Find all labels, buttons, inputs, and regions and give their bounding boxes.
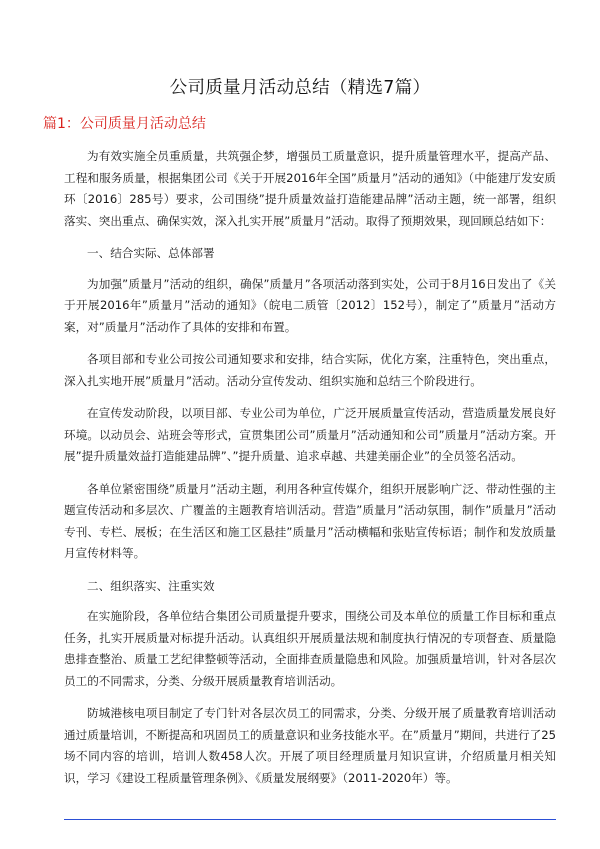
- body-paragraph: 在宣传发动阶段，以项目部、专业公司为单位，广泛开展质量宣传活动，营造质量发展良好环境。以动员会、站班会等形式，宣贯集团公司”质量月”活动通知和公司”质量月”活动方案。开展”提升质量效益打造能建品牌”、”提升质量、追求卓越、共建美丽企业”的全员签名活动。: [64, 406, 556, 463]
- body-paragraph: 各项目部和专业公司按公司通知要求和安排，结合实际，优化方案，注重特色，突出重点，深入扎实地开展”质量月”活动。活动分宣传发动、组织实施和总结三个阶段进行。: [64, 352, 556, 388]
- body-paragraph: 为加强”质量月”活动的组织，确保”质量月”各项活动落到实处，公司于8月16日发出了《关于开展2016年”质量月”活动的通知》（皖电二质管〔2012〕152号），制定了”质量月”活动方案，对”质量月”活动作了具体的安排和布置。: [64, 276, 556, 334]
- subsection-heading-2: 二、组织落实、注重实效: [87, 578, 215, 593]
- subsection-heading-1: 一、结合实际、总体部署: [87, 246, 215, 260]
- body-paragraph: 在实施阶段，各单位结合集团公司质量提升要求，围绕公司及本单位的质量工作目标和重点任务，扎实开展质量对标提升活动。认真组织开展质量法规和制度执行情况的专项督查、质量隐患排查整治、质量工艺纪律整顿等活动，全面排查质量隐患和风险。加强质量培训，针对各层次员工的不同需求，分类、分级开展质量教育培训活动。: [64, 609, 556, 688]
- body-paragraph: 各单位紧密围绕”质量月”活动主题，利用各种宣传媒介，组织开展影响广泛、带动性强的主题宣传活动和多层次、广覆盖的主题教育培训活动。营造”质量月”活动氛围，制作”质量月”活动专刊、专栏、展板；在生活区和施工区悬挂”质量月”活动横幅和张贴宣传标语；制作和发放质量月宣传材料等。: [64, 481, 557, 560]
- intro-paragraph: 为有效实施全员重质量，共筑强企梦，增强员工质量意识，提升质量管理水平，提高产品、工程和服务质量，根据集团公司《关于开展2016年全国”质量月”活动的通知》（中能建厅发安质环〔2016〕285号）要求，公司围绕”提升质量效益打造能建品牌”活动主题，统一部署，组织落实、突出重点、确保实效，深入扎实开展”质量月”活动。取得了预期效果，现回顾总结如下：: [64, 149, 556, 228]
- document-body: [64, 146, 556, 800]
- document-title: 公司质量月活动总结（精选7篇）: [169, 78, 431, 98]
- section-heading: 篇1：公司质量月活动总结: [43, 116, 206, 132]
- footer-divider: [64, 819, 556, 820]
- body-paragraph: 防城港核电项目制定了专门针对各层次员工的同需求，分类、分级开展了质量教育培训活动通过质量培训，不断提高和巩固员工的质量意识和业务技能水平。在”质量月”期间，共进行了25场不同内容的培训，培训人数458人次。开展了项目经理质量月知识宣讲，介绍质量月相关知识，学习《建设工程质量管理条例》、《质量发展纲要》（2011-2020年）等。: [64, 706, 556, 785]
